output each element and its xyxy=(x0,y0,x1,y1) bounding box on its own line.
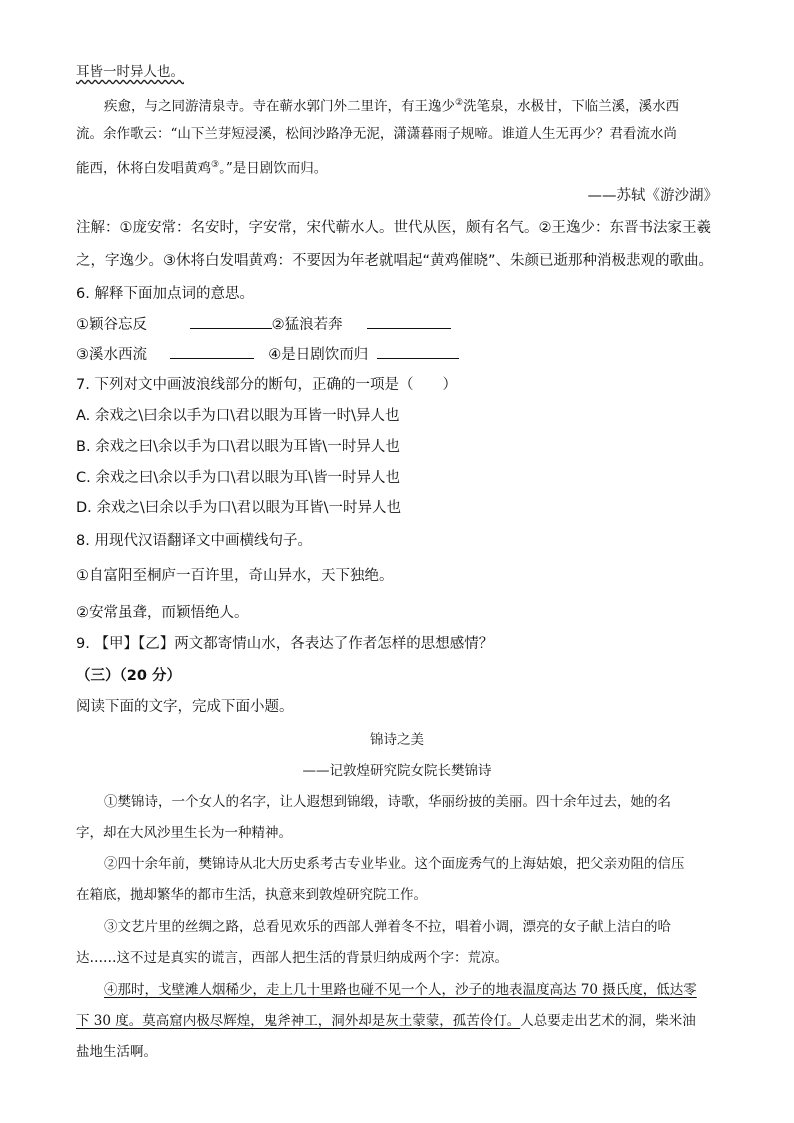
wavy-underlined-text: 耳皆一时异人也。 xyxy=(76,64,184,80)
question-8: 8. 用现代汉语翻译文中画横线句子。 xyxy=(76,533,312,549)
article-subtitle: ——记敦煌研究院女院长樊锦诗 xyxy=(302,763,492,779)
question-9: 9. 【甲】【乙】两文都寄情山水，各表达了作者怎样的思想感情？ xyxy=(76,636,494,652)
answer-blank[interactable] xyxy=(190,314,272,329)
question-6: 6. 解释下面加点词的意思。 xyxy=(76,286,254,302)
article-paragraph-line: ②四十余年前，樊锦诗从北大历史系考古专业毕业。这个面庞秀气的上海姑娘，把父亲劝阻的信压 xyxy=(104,856,685,872)
article-paragraph-line: 达……这不过是真实的谎言，西部人把生活的背景归纳成两个字：荒凉。 xyxy=(76,950,508,966)
source-attribution: ——苏轼《游沙湖》 xyxy=(587,188,718,204)
article-paragraph-line: 在箱底，拋却繁华的都市生活，执意来到敦煌研究院工作。 xyxy=(76,887,427,903)
passage-line: 能西，休将白发唱黄鸡③。”是日剧饮而归。 xyxy=(76,160,328,177)
option-d[interactable]: D. 余戏之\曰余以手为口\君以眼为耳皆\一时异人也 xyxy=(76,500,402,516)
article-paragraph-line: 下 30 度。莫高窟内极尽辉煌，鬼斧神工，洞外却是灰土蒙蒙，孤苦伶仃。人总要走出艺术的洞，柴米油 xyxy=(76,1013,696,1029)
answer-blank[interactable] xyxy=(170,344,254,359)
article-paragraph-line: ③文艺片里的丝绸之路，总看见欢乐的西部人弹着冬不拉，唱着小调，漂亮的女子献上洁白的哈 xyxy=(104,919,671,935)
question-6-items-row2: ③溪水西流 ④是日剧饮而归 xyxy=(76,344,459,365)
question-6-items-row1: ①颖谷忘反 ②猛浪若奔 xyxy=(76,314,451,335)
article-paragraph-line: 盐地生活啊。 xyxy=(76,1044,157,1060)
underlined-text: ④那时，戈壁滩人烟稀少，走上几十里路也碰不见一个人，沙子的地表温度高达 70 摄氏度，低达零 xyxy=(104,982,697,998)
option-c[interactable]: C. 余戏之曰\余以手为口\君以眼为耳\皆一时异人也 xyxy=(76,470,400,486)
answer-blank[interactable] xyxy=(367,314,451,329)
annotation-line: 注解：①庞安常：名安时，字安常，宋代蕲水人。世代从医，颇有名气。②王逸少：东晋书法家王羲 xyxy=(76,220,711,236)
section-heading: （三）（20 分） xyxy=(76,668,181,684)
underlined-text: 下 30 度。莫高窟内极尽辉煌，鬼斧神工，洞外却是灰土蒙蒙，孤苦伶仃。 xyxy=(76,1013,521,1029)
question-7: 7. 下列对文中画波浪线部分的断句，正确的一项是（ ） xyxy=(76,377,457,393)
article-paragraph-line: 字，却在大风沙里生长为一种精神。 xyxy=(76,825,292,841)
option-a[interactable]: A. 余戏之\曰余以手为口\君以眼为耳皆一时\异人也 xyxy=(76,408,400,424)
section-instruction: 阅读下面的文字，完成下面小题。 xyxy=(76,699,294,715)
article-paragraph-line: ①樊锦诗，一个女人的名字，让人遐想到锦缎，诗歌，华丽纷披的美丽。四十余年过去，她的名 xyxy=(104,794,671,810)
passage-line: 疾愈，与之同游清泉寺。寺在蕲水郭门外二里许，有王逸少②洗笔泉，水极甘，下临兰溪，溪水西 xyxy=(104,98,680,115)
question-8-item: ①自富阳至桐庐一百许里，奇山异水，天下独绝。 xyxy=(76,568,394,584)
question-8-item: ②安常虽聋，而颖悟绝人。 xyxy=(76,605,249,621)
passage-line: 流。余作歌云：“山下兰芽短浸溪，松间沙路净无泥，潇潇暮雨子规啼。谁道人生无再少？君看流水尚 xyxy=(76,126,677,142)
passage-line xyxy=(76,62,184,82)
footnote-marker: ③ xyxy=(211,160,220,170)
answer-blank[interactable] xyxy=(377,344,459,359)
annotation-line: 之，字逸少。③休将白发唱黄鸡：不要因为年老就唱起“黄鸡催晓”、朱颜已逝那种消极悲观的歌曲。 xyxy=(76,253,714,269)
option-b[interactable]: B. 余戏之曰\余以手为口\君以眼为耳皆\一时异人也 xyxy=(76,439,400,455)
footnote-marker: ② xyxy=(455,98,464,108)
article-title: 锦诗之美 xyxy=(370,732,424,748)
article-paragraph-line xyxy=(104,980,697,1000)
